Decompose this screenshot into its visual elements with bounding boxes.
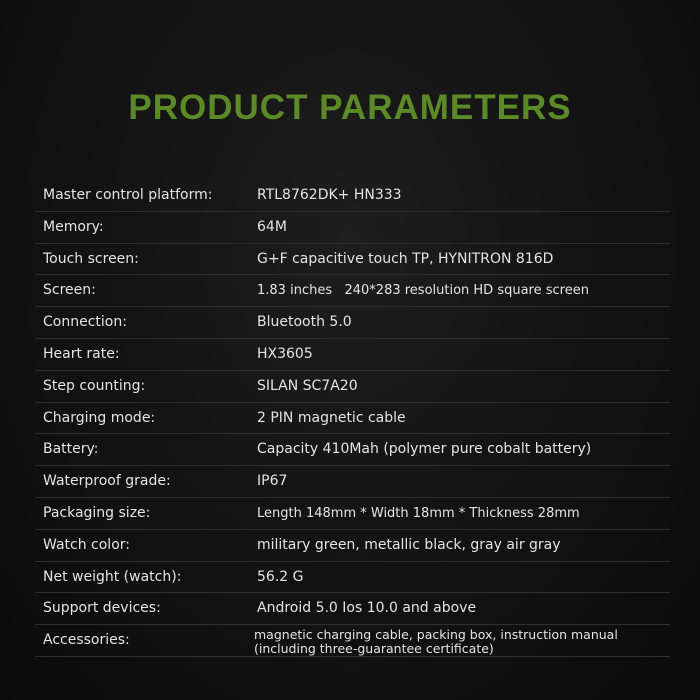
spec-value: IP67 [257,473,288,490]
spec-value: SILAN SC7A20 [257,377,358,394]
spec-label: Watch color: [43,536,130,553]
spec-label: Step counting: [43,377,146,394]
spec-row-memory [35,212,670,244]
spec-value: RTL8762DK+ HN333 [257,187,402,203]
spec-label: Support devices: [43,600,161,617]
spec-value: Bluetooth 5.0 [257,314,352,331]
spec-value: Android 5.0 Ios 10.0 and above [257,600,477,617]
spec-value: 1.83 inches 240*283 resolution HD square screen [257,283,589,299]
spec-row-step-counting [35,371,670,403]
spec-label: Battery: [43,441,99,458]
spec-value [254,628,694,656]
spec-value: HX3605 [257,345,313,362]
spec-row-waterproof-grade [35,466,670,498]
spec-value: 2 PIN magnetic cable [257,409,406,426]
spec-table [35,180,670,657]
spec-row-touch-screen [35,244,670,276]
spec-row-net-weight [35,562,670,594]
spec-row-watch-color [35,530,670,562]
spec-value: military green, metallic black, gray air gray [257,536,561,553]
spec-value-line: magnetic charging cable, packing box, instruction manual [254,627,618,643]
spec-label: Heart rate: [43,345,120,362]
spec-value: 64M [257,218,287,235]
spec-row-charging-mode [35,403,670,435]
spec-value-line: (including three-guarantee certificate) [254,641,494,657]
spec-label: Memory: [43,218,104,235]
spec-row-accessories [35,625,670,657]
page-title: PRODUCT PARAMETERS [128,88,572,127]
spec-label: Master control platform: [43,187,213,203]
spec-row-screen [35,275,670,307]
spec-label: Net weight (watch): [43,568,182,585]
spec-label: Waterproof grade: [43,473,171,490]
spec-label: Packaging size: [43,504,151,521]
spec-label: Touch screen: [43,250,139,267]
spec-label: Accessories: [43,632,130,649]
spec-label: Connection: [43,314,127,331]
spec-label: Charging mode: [43,409,156,426]
spec-row-master-control-platform [35,180,670,212]
spec-label: Screen: [43,282,96,299]
spec-row-support-devices [35,593,670,625]
spec-row-heart-rate [35,339,670,371]
spec-row-connection [35,307,670,339]
spec-value: G+F capacitive touch TP, HYNITRON 816D [257,250,554,267]
spec-value: Length 148mm * Width 18mm * Thickness 28mm [257,505,580,521]
spec-value: Capacity 410Mah (polymer pure cobalt battery) [257,441,592,458]
spec-row-battery [35,434,670,466]
spec-value: 56.2 G [257,568,304,585]
spec-row-packaging-size [35,498,670,530]
